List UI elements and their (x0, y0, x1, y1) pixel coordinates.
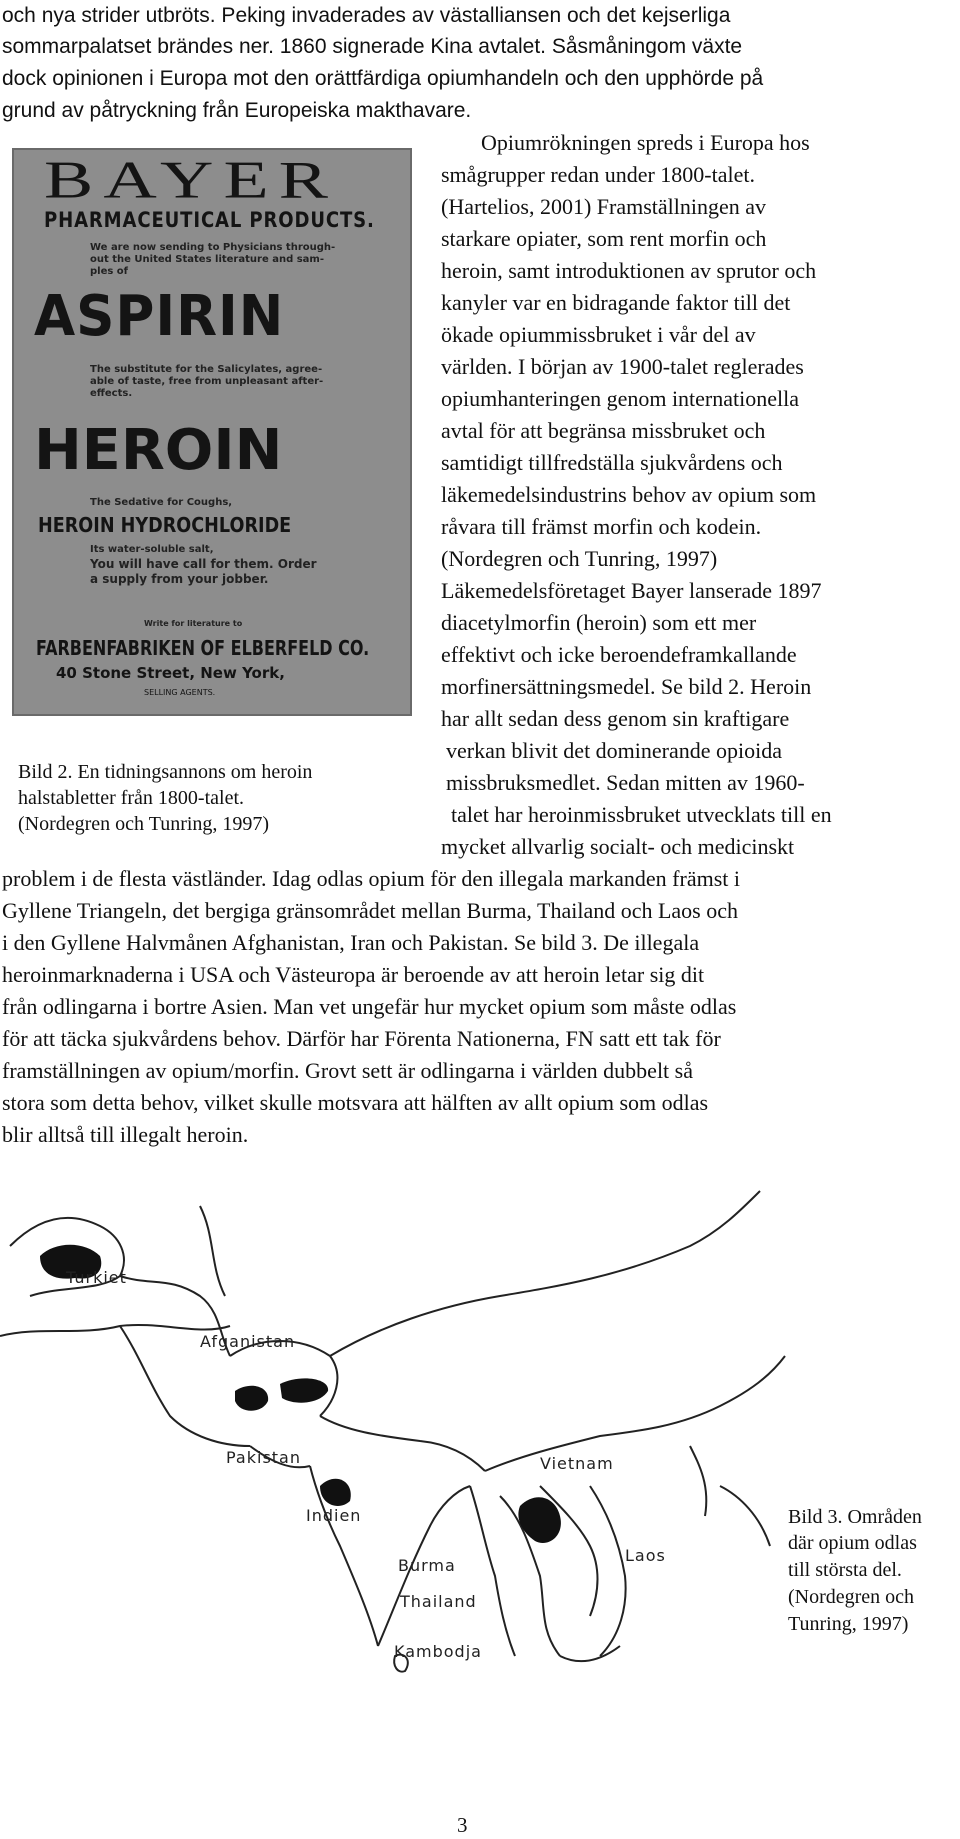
text-line: råvara till främst morfin och kodein. (441, 514, 762, 539)
ad-text: ples of (90, 266, 129, 277)
ad-text: a supply from your jobber. (90, 572, 269, 586)
caption-line: halstabletter från 1800-talet. (18, 787, 245, 809)
text-line: heroin, samt introduktionen av sprutor och (441, 258, 817, 283)
text-line: missbruksmedlet. Sedan mitten av 1960- (446, 770, 805, 795)
region-afghanistan-east (280, 1378, 328, 1402)
ad-aspirin: ASPIRIN (34, 284, 285, 349)
ad-company: FARBENFABRIKEN OF ELBERFELD CO. (36, 636, 370, 660)
text-line: Opiumrökningen spreds i Europa hos (481, 130, 810, 155)
text-line: (Nordegren och Tunring, 1997) (441, 546, 718, 571)
map-label-thailand: Thailand (400, 1592, 477, 1611)
caption-line: Tunring, 1997) (788, 1613, 909, 1635)
text-line: kanyler var en bidragande faktor till det (441, 290, 791, 315)
text-line: opiumhanteringen genom internationella (441, 386, 800, 411)
text-line: dock opinionen i Europa mot den orättfärdiga opiumhandeln och den upphörde på (2, 67, 764, 90)
text-line: från odlingarna i bortre Asien. Man vet ungefär hur mycket opium som måste odlas (2, 994, 737, 1019)
text-line: världen. I början av 1900-talet reglerades (441, 354, 804, 379)
text-line: ökade opiummissbruket i vår del av (441, 322, 756, 347)
text-line: problem i de flesta västländer. Idag odlas opium för den illegala markanden främst i (2, 866, 740, 891)
page-number: 3 (457, 1813, 468, 1837)
text-line: talet har heroinmissbruket utvecklats till en (451, 802, 832, 827)
caption-line: till största del. (788, 1559, 902, 1581)
bayer-advertisement (12, 148, 412, 716)
ad-text: out the United States literature and sam- (90, 254, 324, 265)
map-label-burma: Burma (398, 1556, 456, 1575)
text-line: för att täcka sjukvårdens behov. Därför har Förenta Nationerna, FN satt ett tak för (2, 1026, 721, 1051)
text-line: blir alltså till illegalt heroin. (2, 1122, 249, 1147)
caption-line: Bild 3. Områden (788, 1506, 922, 1528)
text-line: och nya strider utbröts. Peking invaderades av västalliansen och det kejserliga (2, 4, 731, 27)
text-line: Läkemedelsföretaget Bayer lanserade 1897 (441, 578, 822, 603)
ad-text: Its water-soluble salt, (90, 544, 214, 555)
map-label-kambodja: Kambodja (394, 1642, 482, 1661)
map-drawing (0, 1186, 790, 1686)
text-line: i den Gyllene Halvmånen Afghanistan, Iran och Pakistan. Se bild 3. De illegala (2, 930, 700, 955)
text-line: Gyllene Triangeln, det bergiga gränsområdet mellan Burma, Thailand och Laos och (2, 898, 739, 923)
ad-brand: BAYER (44, 150, 339, 210)
text-line: framställningen av opium/morfin. Grovt sett är odlingarna i världen dubbelt så (2, 1058, 693, 1083)
ad-text: able of taste, free from unpleasant after- (90, 376, 324, 387)
text-line: (Hartelios, 2001) Framställningen av (441, 194, 767, 219)
opium-map (0, 1186, 790, 1686)
text-line: diacetylmorfin (heroin) som ett mer (441, 610, 757, 635)
text-line: samtidigt tillfredställa sjukvårdens och (441, 450, 783, 475)
caption-line: Bild 2. En tidningsannons om heroin (18, 761, 313, 783)
map-label-pakistan: Pakistan (226, 1448, 301, 1467)
caption-line: där opium odlas (788, 1532, 917, 1554)
region-afghanistan (235, 1386, 268, 1411)
caption-line: (Nordegren och (788, 1586, 915, 1608)
ad-text: You will have call for them. Order (90, 557, 317, 571)
text-line: stora som detta behov, vilket skulle motsvara att hälften av allt opium som odlas (2, 1090, 709, 1115)
text-line: mycket allvarlig socialt- och medicinskt (441, 834, 795, 859)
map-label-afganistan: Afganistan (200, 1332, 296, 1351)
text-line: starkare opiater, som rent morfin och (441, 226, 767, 251)
caption-line: (Nordegren och Tunring, 1997) (18, 813, 270, 835)
ad-text: The substitute for the Salicylates, agree- (90, 364, 323, 375)
text-line: smågrupper redan under 1800-talet. (441, 162, 755, 187)
text-line: har allt sedan dess genom sin kraftigare (441, 706, 790, 731)
text-line: avtal för att begränsa missbruket och (441, 418, 766, 443)
region-india (320, 1479, 351, 1506)
text-line: läkemedelsindustrins behov av opium som (441, 482, 817, 507)
text-line: verkan blivit det dominerande opioida (446, 738, 783, 763)
map-label-turkiet: Turkiet (66, 1268, 127, 1287)
ad-heroin-hydrochloride: HEROIN HYDROCHLORIDE (38, 513, 292, 537)
ad-heroin: HEROIN (34, 418, 283, 483)
ad-subtitle: PHARMACEUTICAL PRODUCTS. (44, 208, 375, 232)
text-line: morfinersättningsmedel. Se bild 2. Heroin (441, 674, 812, 699)
map-label-indien: Indien (306, 1506, 362, 1525)
ad-address: 40 Stone Street, New York, (56, 664, 285, 682)
opium-regions (40, 1245, 561, 1543)
text-line: grund av påtryckning från Europeiska makthavare. (2, 99, 472, 122)
map-label-laos: Laos (625, 1546, 666, 1565)
text-line: effektivt och icke beroendeframkallande (441, 642, 797, 667)
ad-text: We are now sending to Physicians through- (90, 242, 336, 253)
map-label-vietnam: Vietnam (540, 1454, 614, 1473)
ad-agents: SELLING AGENTS. (144, 688, 216, 697)
ad-text: effects. (90, 388, 133, 399)
ad-text: Write for literature to (144, 619, 243, 628)
ad-text: The Sedative for Coughs, (90, 497, 233, 508)
text-line: sommarpalatset brändes ner. 1860 signerade Kina avtalet. Såsmåningom växte (2, 35, 743, 58)
text-line: heroinmarknaderna i USA och Västeuropa är beroende av att heroin letar sig dit (2, 962, 705, 987)
